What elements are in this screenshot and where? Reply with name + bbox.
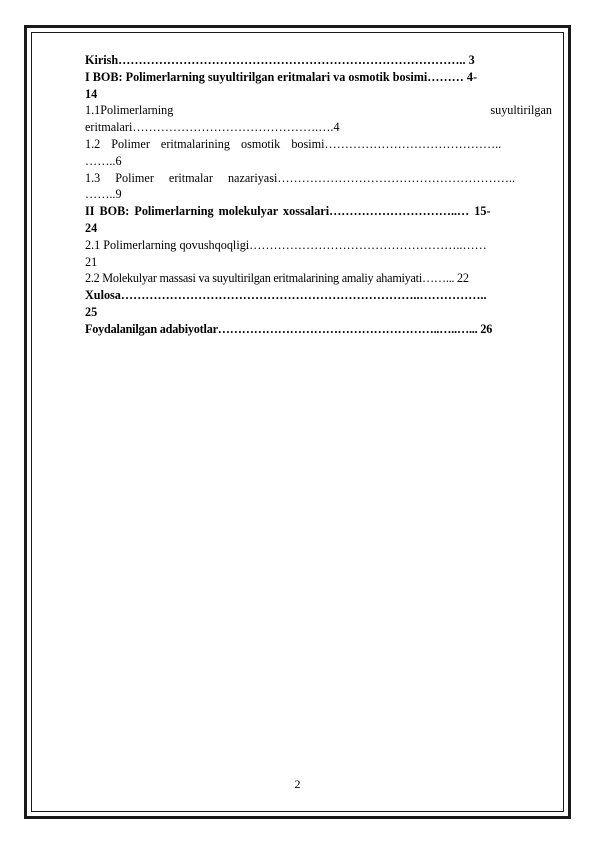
toc-entry-1-1-cont: eritmalari……………………………………….….4 xyxy=(85,120,340,135)
page-number: 2 xyxy=(294,777,301,791)
toc-entry-1-3: 1.3 Polimer eritmalar nazariyasi………………………………………………….. xyxy=(85,170,516,185)
toc-entry-foydalanilgan: Foydalanilgan adabiyotlar………………………………………………..…..…... 26 xyxy=(85,321,493,336)
toc-entry-2-1-cont: 21 xyxy=(85,254,98,269)
toc-entry-bob2: II BOB: Polimerlarning molekulyar xossalari…………………………..… 15- xyxy=(85,204,491,219)
toc-entry-bob2-pages: 24 xyxy=(85,220,98,235)
toc-entry-xulosa: Xulosa………………………………………………………………..…………….. xyxy=(85,288,487,303)
toc-entry-1-2: 1.2 Polimer eritmalarining osmotik bosimi…………………………………….. xyxy=(85,136,502,151)
toc-entry-2-2: 2.2 Molekulyar massasi va suyultirilgan eritmalarining amaliy ahamiyati……... 22 xyxy=(85,271,469,286)
toc-entry-bob1-pages: 14 xyxy=(85,86,98,101)
toc-entry-xulosa-page: 25 xyxy=(85,304,98,319)
toc-entry-bob1: I BOB: Polimerlarning suyultirilgan eritmalari va osmotik bosimi……… 4- xyxy=(85,69,478,84)
toc-entry-1-3-cont: ……..9 xyxy=(85,187,122,202)
table-of-contents xyxy=(85,52,552,338)
toc-entry-kirish: Kirish………………………………………………………………………….. 3 xyxy=(85,53,475,67)
toc-entry-1-1: 1.1Polimerlarning suyultirilgan xyxy=(85,103,552,118)
toc-entry-1-2-cont: ……..6 xyxy=(85,153,122,168)
toc-entry-2-1: 2.1 Polimerlarning qovushqoqligi……………………………………………..…… xyxy=(85,237,487,252)
